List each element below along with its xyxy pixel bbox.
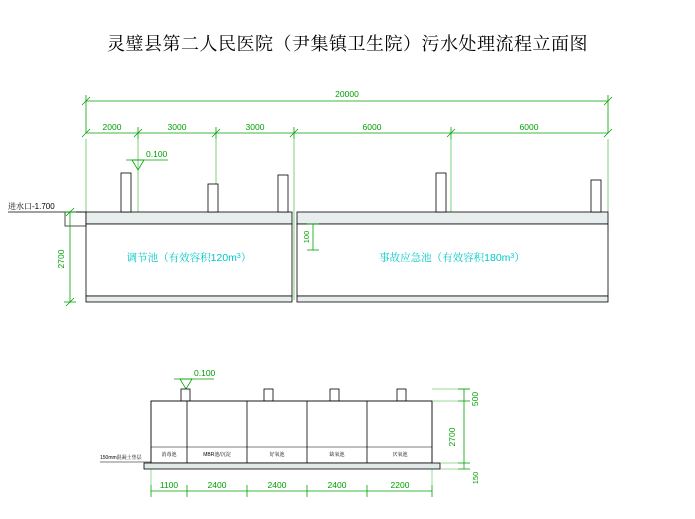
lower-structure — [144, 401, 440, 469]
segment-dimension-0: 2000 — [102, 122, 122, 132]
chamber-label-4: 厌氧池 — [392, 452, 408, 458]
lower-dimension-0: 1100 — [159, 480, 179, 490]
tank-regulation — [86, 212, 292, 302]
chamber-label-0: 消毒池 — [161, 452, 177, 458]
segment-dimension-3: 6000 — [362, 122, 382, 132]
segment-dimension-1: 3000 — [167, 122, 187, 132]
top-dimension-label: 500 — [470, 391, 480, 407]
height-dimension-upper — [56, 208, 76, 306]
height-dimension-upper-label: 2700 — [56, 249, 66, 269]
segment-dimension-2: 3000 — [245, 122, 265, 132]
tank-label-emergency: 事故应急池（有效容积$180m^3$） — [379, 252, 525, 264]
tank-emergency — [297, 212, 608, 302]
lower-segment-dimensions — [151, 469, 432, 497]
inlet-label: 进水口-1.700 — [8, 202, 55, 211]
elevation-marker-upper — [126, 149, 168, 170]
lower-dimension-1: 2400 — [207, 480, 227, 490]
overall-dimension-label: 20000 — [335, 89, 359, 99]
tank-label-regulation: 调节池（有效容积$120m^3$） — [126, 252, 252, 264]
elevation-marker-lower — [174, 368, 216, 389]
page-title: 灵璧县第二人民医院（尹集镇卫生院）污水处理流程立面图 — [107, 34, 588, 54]
chamber-label-1: MBR池/沉淀 — [203, 452, 231, 458]
chamber-label-3: 缺氧池 — [329, 452, 345, 458]
lower-height-dimension-label: 2700 — [447, 427, 457, 447]
lower-height-dimensions — [432, 389, 480, 484]
pipe-bedding-label: 150mm混凝土垫层 — [100, 455, 142, 461]
chamber-label-2: 好氧池 — [269, 452, 285, 458]
lower-dimension-2: 2400 — [267, 480, 287, 490]
segment-dimension-4: 6000 — [519, 122, 539, 132]
elevation-label-upper: 0.100 — [146, 149, 168, 159]
upper-risers — [121, 173, 601, 212]
elevation-label-lower: 0.100 — [194, 368, 216, 378]
bottom-dimension-label: 150 — [471, 471, 480, 485]
lower-risers — [181, 389, 406, 401]
lower-dimension-3: 2400 — [327, 480, 347, 490]
pipe-bedding-annotation — [100, 454, 151, 462]
wall-dimension-label: 100 — [302, 230, 311, 244]
lower-dimension-4: 2200 — [390, 480, 410, 490]
inlet-marker — [8, 201, 86, 226]
